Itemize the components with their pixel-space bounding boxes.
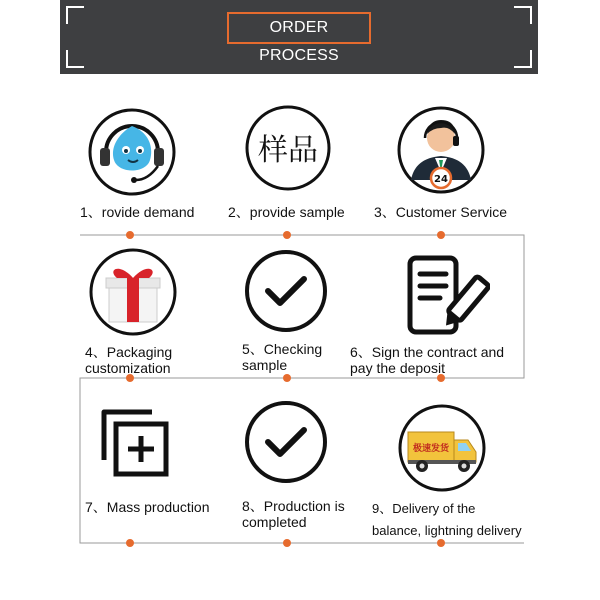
step-label: 5、Checking sample (242, 341, 323, 373)
step-marker-dot (283, 231, 291, 239)
step-label: 9、Delivery of the balance, lightning delivery (372, 501, 522, 538)
step-marker-dot (126, 231, 134, 239)
step-label: 3、Customer Service (374, 204, 508, 220)
sample-icon-text: 样品 (258, 133, 318, 168)
truck-slogan: 极速发货 (412, 444, 450, 454)
step-marker-dot (126, 539, 134, 547)
step-marker-dot (437, 231, 445, 239)
headset-mascot-icon (88, 108, 176, 201)
step-label: 8、Production is completed (242, 498, 345, 530)
step-label: 7、Mass production (85, 499, 210, 515)
customer-service-agent-icon (397, 106, 485, 199)
step-marker-dot (283, 539, 291, 547)
step-marker-dot (283, 374, 291, 382)
stacked-squares-plus-icon (92, 400, 176, 489)
service-hours-badge: 24 (434, 174, 448, 185)
gift-box-icon (89, 248, 177, 341)
delivery-truck-icon (398, 404, 486, 497)
step-label: 2、provide sample (228, 204, 345, 220)
contract-pen-icon (400, 252, 490, 343)
step-label: 4、Packaging customization (85, 344, 173, 376)
checkmark-circle-icon (244, 400, 328, 489)
page-title: ORDER PROCESS (227, 12, 371, 44)
step-label: 1、rovide demand (80, 204, 195, 220)
checkmark-circle-icon (244, 249, 328, 338)
step-label: 6、Sign the contract and pay the deposit (350, 344, 505, 376)
sample-text-icon (244, 104, 332, 197)
